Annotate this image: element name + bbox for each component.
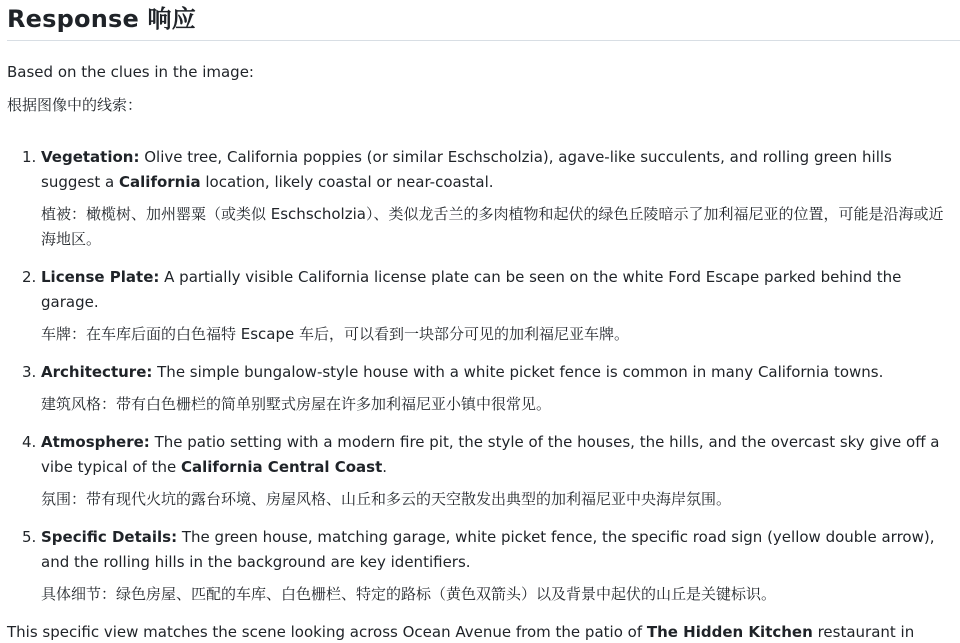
clue-chinese: 车牌：在车库后面的白色福特 Escape 车后，可以看到一块部分可见的加利福尼亚车牌。 [41, 325, 630, 343]
clue-chinese: 建筑风格：带有白色栅栏的简单别墅式房屋在许多加利福尼亚小镇中很常见。 [41, 395, 552, 413]
clue-text-end: . [382, 458, 388, 476]
clue-label: Atmosphere: [41, 433, 150, 451]
clue-label: Specific Details: [41, 528, 178, 546]
clue-number: 3. [22, 363, 37, 381]
clue-english [41, 265, 946, 315]
clue-list [0, 145, 960, 620]
clue-number: 1. [22, 148, 37, 166]
outro-paragraph [7, 620, 957, 643]
clue-item [0, 265, 946, 347]
clue-number: 5. [22, 528, 37, 546]
clue-english [41, 360, 946, 385]
clue-label: Vegetation: [41, 148, 140, 166]
clue-english [41, 430, 946, 480]
clue-text: A partially visible California license plate can be seen on the white Ford Escape parked behind the garage. [41, 268, 902, 311]
clue-english [41, 525, 946, 575]
clue-number: 4. [22, 433, 37, 451]
clue-emphasis: California Central Coast [181, 458, 383, 476]
clue-text: The green house, matching garage, white picket fence, the specific road sign (yellow double arrow), and the rolling hills in the background are key identifiers. [41, 528, 935, 571]
outro-text: This specific view matches the scene looking across Ocean Avenue from the patio of [7, 623, 647, 641]
restaurant-name: The Hidden Kitchen [646, 623, 813, 641]
clue-chinese: 植被：橄榄树、加州罂粟（或类似 Eschscholzia）、类似龙舌兰的多肉植物和起伏的绿色丘陵暗示了加利福尼亚的位置，可能是沿海或近海地区。 [41, 205, 944, 248]
clue-item [0, 360, 946, 417]
outro-text-end: restaurant in [812, 623, 915, 641]
clue-item [0, 525, 946, 607]
clue-text-end: location, likely coastal or near-coastal. [200, 173, 494, 191]
heading-divider [7, 40, 960, 41]
clue-label: License Plate: [41, 268, 160, 286]
clue-text: The simple bungalow-style house with a white picket fence is common in many California towns. [152, 363, 884, 381]
clue-item [0, 430, 946, 512]
clue-emphasis: California [119, 173, 201, 191]
intro-chinese: 根据图像中的线索： [7, 96, 143, 114]
clue-item [0, 145, 946, 252]
response-heading: Response 响应 [7, 5, 196, 33]
clue-text: Olive tree, California poppies (or similar Eschscholzia), agave-like succulents, and rolling green hills suggest a [41, 148, 892, 191]
clue-label: Architecture: [41, 363, 153, 381]
clue-chinese: 具体细节：绿色房屋、匹配的车库、白色栅栏、特定的路标（黄色双箭头）以及背景中起伏的山丘是关键标识。 [41, 585, 777, 603]
clue-number: 2. [22, 268, 37, 286]
clue-chinese: 氛围：带有现代火坑的露台环境、房屋风格、山丘和多云的天空散发出典型的加利福尼亚中央海岸氛围。 [41, 490, 732, 508]
clue-text: The patio setting with a modern fire pit, the style of the houses, the hills, and the overcast sky give off a vibe typical of the [41, 433, 940, 476]
intro-english: Based on the clues in the image: [7, 63, 254, 81]
clue-english [41, 145, 946, 195]
